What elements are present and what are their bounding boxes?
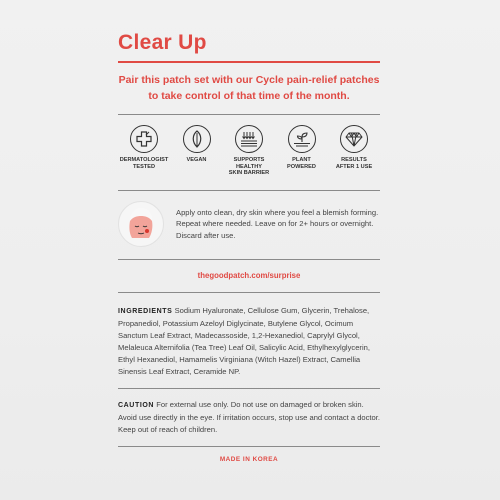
medical-cross-icon [130, 125, 158, 153]
caution-heading: CAUTION [118, 402, 155, 409]
diamond-icon [340, 125, 368, 153]
badge-label: DERMATOLOGIST [119, 157, 169, 163]
product-title: Clear Up [118, 31, 207, 54]
intro-before: Pair this patch set with our [118, 74, 256, 86]
caution-section [118, 389, 380, 446]
badge-plant-powered [276, 125, 328, 190]
ingredients-section [118, 293, 380, 388]
ingredients-text: Sodium Hyaluronate, Cellulose Gum, Glycerin, Trehalose, Propanediol, Potassium Azeloyl Diglycinate, Butylene Glycol, Ocimum Sanctum Leaf Extract, Madecassoside, 1,2-Hexanediol, Caprylyl Glycol, Melaleuca Alternifolia (Tea Tree) Leaf Oil, Salicylic Acid, Ethylhexylglycerin, Ethyl Hexanediol, Hamamelis Virginiana (Witch Hazel) Extract, Camellia Sinensis Leaf Extract, Ceramide NP. [118, 306, 370, 376]
badge-label: VEGAN [186, 157, 207, 163]
intro-text [118, 72, 380, 104]
caution-text: For external use only. Do not use on damaged or broken skin. Avoid use directly in the eye. If irritation occurs, stop use and contact a doctor. Keep out of reach of children. [118, 400, 380, 434]
plant-sprout-icon [288, 125, 316, 153]
made-in-label: MADE IN KOREA [219, 456, 279, 463]
badge-skin-barrier [223, 125, 275, 190]
leaf-icon [183, 125, 211, 153]
intro-brand: Cycle [255, 74, 284, 86]
badge-label: HEALTHY [236, 163, 262, 170]
face-with-patch-icon [118, 201, 164, 247]
website-link[interactable]: thegoodpatch.com/surprise [197, 271, 301, 280]
badge-label: POWERED [287, 163, 316, 170]
badge-results [328, 125, 380, 190]
title-divider [118, 61, 380, 63]
badge-label: RESULTS [341, 157, 367, 163]
badge-label: SUPPORTS [233, 157, 265, 163]
apply-text: Apply onto clean, dry skin where you feel a blemish forming. Repeat where needed. Leave on for 2+ hours or overnight. Discard after use. [176, 207, 379, 240]
badge-label: AFTER 1 USE [335, 163, 373, 170]
badge-vegan [171, 125, 223, 190]
badge-dermatologist-tested [118, 125, 170, 190]
badge-label: PLANT [292, 157, 311, 163]
badge-label: TESTED [132, 163, 156, 170]
application-instructions [118, 191, 380, 259]
feature-badges [118, 115, 380, 190]
skin-layers-icon [235, 125, 263, 153]
intro-after: pain-relief patches to take control of that time of the month. [148, 74, 380, 102]
ingredients-heading: INGREDIENTS [118, 308, 173, 315]
product-label-panel [118, 28, 380, 463]
badge-label: SKIN BARRIER [228, 170, 270, 177]
